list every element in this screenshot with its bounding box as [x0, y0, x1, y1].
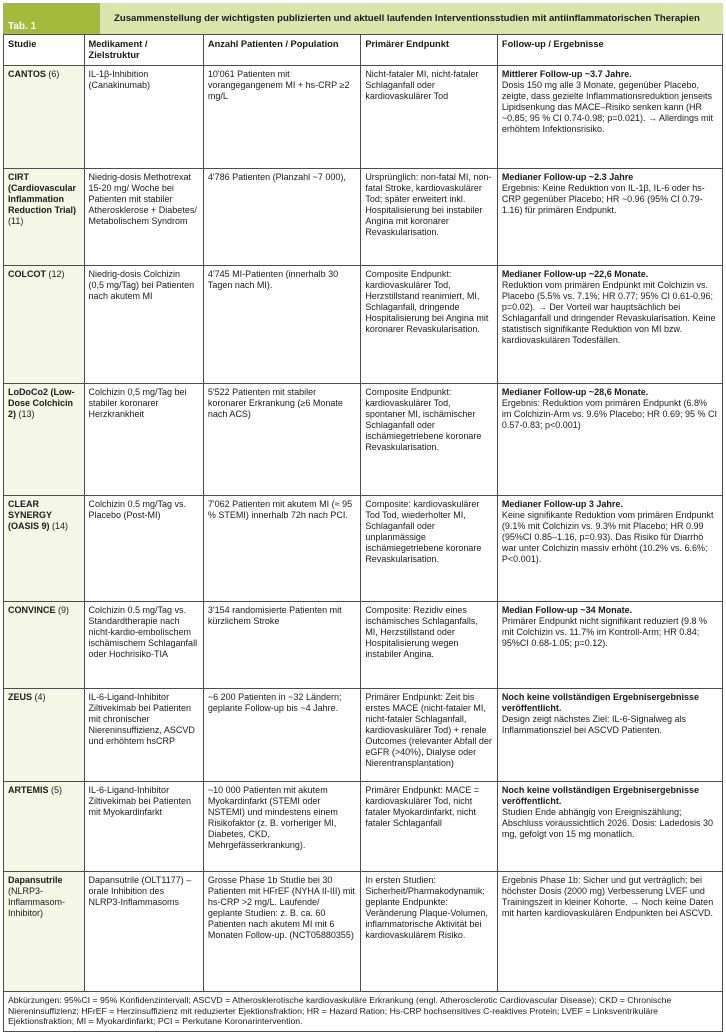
- study-name: CLEAR SYNERGY (OASIS 9): [8, 499, 52, 531]
- study-name: ARTEMIS: [8, 785, 49, 795]
- table-row-cantos: [4, 66, 723, 169]
- drug-cell: IL-6-Ligand-Inhibitor Ziltivekimab bei Patienten mit Myokardinfarkt: [84, 782, 203, 872]
- drug-cell: Niedrig-dosis Methotrexat 15-20 mg/ Woche bei Patienten mit stabiler Atherosklerose + Diabetes/ Metabolischem Syndrom: [84, 169, 203, 266]
- result-lead: Mittlerer Follow-up ~3.7 Jahre.: [501, 69, 632, 79]
- result-lead: Medianer Follow-up ~28,6 Monate.: [501, 387, 649, 397]
- population-cell: ~10 000 Patienten mit akutem Myokardinfarkt (STEMI oder NSTEMI) und mindestens einem Risikofaktor (z. B. vorheriger MI, Diabetes, CKD, Mehrgefässerkrankung).: [203, 782, 360, 872]
- study-cell: [4, 872, 85, 992]
- study-ref: (4): [34, 692, 46, 702]
- drug-cell: IL-6-Ligand-Inhibitor Ziltivekimab bei Patienten mit chronischer Niereninsuffizienz, ASCVD und erhöhtem hsCRP: [84, 689, 203, 782]
- endpoint-cell: Nicht-fataler MI, nicht-fataler Schlaganfall oder kardiovaskulärer Tod: [361, 66, 498, 169]
- study-cell: [4, 602, 85, 689]
- header-row: [4, 35, 723, 66]
- result-cell: [497, 384, 722, 496]
- studies-table: [3, 34, 723, 992]
- population-cell: 3'154 randomisierte Patienten mit kürzlichem Stroke: [203, 602, 360, 689]
- result-lead: Medianer Follow-up ~2.3 Jahre: [501, 172, 634, 182]
- endpoint-cell: Primärer Endpunkt: Zeit bis erstes MACE (nicht-fataler MI, nicht-fataler Schlaganfall, kardiovaskulärer Tod) + renale Outcomes (relevanter Abfall der eGFR (>40%), Dialyse oder Nierentransplantation): [361, 689, 498, 782]
- population-cell: 10'061 Patienten mit vorangegangenem MI + hs-CRP ≥2 mg/L: [203, 66, 360, 169]
- study-ref: (9): [58, 605, 70, 615]
- result-cell: [497, 66, 722, 169]
- result-cell: [497, 689, 722, 782]
- drug-cell: Niedrig-dosis Colchizin (0,5 mg/Tag) bei Patienten nach akutem MI: [84, 266, 203, 384]
- abbreviations-footnote: Abkürzungen: 95%CI = 95% Konfidenzintervall; ASCVD = Atherosklerotische kardiovaskuläre Erkrankung (engl. Atherosclerotic Cardiovascular Disease); CKD = Chronische Niereninsuffizienz; HFrEF = Herzinsuffizienz mit reduzierter Ejektionsfraktion; HR = Hazard Ration; Hs-CRP hochsensitives C-reaktives Protein; LVEF = Linksventrikuläre Ejektionsfraktion; MI = Myokardinfarkt; PCI = Perkutane Koronarintervention.: [3, 992, 723, 1032]
- study-ref: (NLRP3-Inflammasom-Inhibitor): [8, 886, 66, 918]
- study-name: CONVINCE: [8, 605, 56, 615]
- population-cell: ~6 200 Patienten in ~32 Ländern; geplante Follow-up bis ~4 Jahre.: [203, 689, 360, 782]
- result-cell: [497, 602, 722, 689]
- table-row-dapansutrile: [4, 872, 723, 992]
- drug-cell: IL-1β-Inhibition (Canakinumab): [84, 66, 203, 169]
- table-caption-band: [3, 3, 723, 34]
- study-name: ZEUS: [8, 692, 33, 702]
- result-cell: [497, 782, 722, 872]
- result-body: Studien Ende abhängig von Ereigniszählung; Abschluss voraussichtlich 2026. Dosis: Ladedosis 30 mg, gefolgt von 15 mg monatlich.: [501, 807, 714, 839]
- table-title: Zusammenstellung der wichtigsten publizierten und aktuell laufenden Interventionsstudien mit antiinflammatorischen Therapien: [114, 13, 700, 24]
- result-lead: Noch keine vollständigen Ergebnisergebnisse veröffentlicht.: [501, 785, 699, 806]
- endpoint-cell: Composite Endpunkt: kardiovaskulärer Tod, spontaner MI, ischämischer Schlaganfall oder ischämiegetriebene koronare Revaskularisation.: [361, 384, 498, 496]
- study-ref: (6): [48, 69, 60, 79]
- study-ref: (5): [51, 785, 63, 795]
- study-name: COLCOT: [8, 269, 46, 279]
- study-cell: [4, 689, 85, 782]
- table-row-colcot: [4, 266, 723, 384]
- result-body: Keine signifikante Reduktion vom primären Endpunkt (9.1% mit Colchizin vs. 9.3% mit Placebo; HR 0.99 (95%CI 0.85–1.16, p=0.93). Das Risiko für Diarrhö war unter Colchizin massiv erhöht (10.2% vs. 6.6%; P<0.001).: [501, 510, 714, 564]
- population-cell: 4'745 MI-Patienten (innerhalb 30 Tagen nach MI).: [203, 266, 360, 384]
- result-body: Reduktion vom primären Endpunkt mit Colchizin vs. Placebo (5.5% vs. 7.1%; HR 0.77; 95% CI 0.61-0.96; p=0.02). → Der Vorteil war hauptsächlich bei Schlaganfall und dringender Revaskularisation. Keine statistisch signifikante Reduktion von MI bzw. kardiovaskulären Todesfällen.: [501, 280, 716, 345]
- study-name: CIRT (Cardiovascular Inflammation Reduction Trial): [8, 172, 77, 215]
- result-cell: [497, 496, 722, 602]
- study-cell: [4, 66, 85, 169]
- endpoint-cell: In ersten Studien: Sicherheit/Pharmakodynamik; geplante Endpunkte: Veränderung Plaque-Volumen, inflammatorische Aktivität bei kardiovaskulärem Risiko.: [361, 872, 498, 992]
- drug-cell: Colchizin 0.5 mg/Tag vs. Placebo (Post-MI): [84, 496, 203, 602]
- result-body: Ergebnis: Reduktion vom primären Endpunkt (6.8% im Colchizin-Arm vs. 9.6% Placebo; HR 0.69; 95 % CI 0.57-0.83; p<0.001): [501, 398, 717, 430]
- result-body: Primärer Endpunkt nicht signifikant reduziert (9.8 % mit Colchizin vs. 11.7% im Kontroll-Arm; HR 0.84; 95%CI 0.68-1.05; p=0.12).: [501, 616, 708, 648]
- column-header-studie: Studie: [4, 35, 85, 66]
- study-ref: (11): [8, 216, 24, 226]
- table-row-convince: [4, 602, 723, 689]
- result-cell: [497, 266, 722, 384]
- table-row-lodoco2: [4, 384, 723, 496]
- result-body: Dosis 150 mg alle 3 Monate, gegenüber Placebo, zeigte, dass gezielte Inflammationsreduktion jenseits Lipidsenkung das MACE–Risiko senken kann (HR ~0.85; 95 % CI 0.74-0.98; p=0.021). → Allerdings mit erhöhtem Infektionsrisiko.: [501, 80, 714, 134]
- study-name: LoDoCo2 (Low-Dose Colchicin 2): [8, 387, 75, 419]
- population-cell: 5'522 Patienten mit stabiler koronarer Erkrankung (≥6 Monate nach ACS): [203, 384, 360, 496]
- study-name: Dapansutrile: [8, 875, 63, 885]
- study-ref: (13): [18, 409, 35, 419]
- study-cell: [4, 266, 85, 384]
- drug-cell: Colchizin 0,5 mg/Tag bei stabiler koronarer Herzkrankheit: [84, 384, 203, 496]
- study-ref: (12): [48, 269, 65, 279]
- result-body: Design zeigt nächstes Ziel: IL-6-Signalweg als Inflammationsziel bei ASCVD Patienten.: [501, 714, 687, 735]
- study-name: CANTOS: [8, 69, 46, 79]
- column-header-medikament: Medikament / Zielstruktur: [84, 35, 203, 66]
- population-cell: Grosse Phase 1b Studie bei 30 Patienten mit HFrEF (NYHA II-III) mit hs-CRP >2 mg/L. Laufende/ geplante Studien: z. B. ca. 60 Patienten nach akutem MI mit 6 Monaten Follow-up. (NCT05880355): [203, 872, 360, 992]
- endpoint-cell: Primärer Endpunkt: MACE = kardiovaskulärer Tod, nicht fataler Myokardinfarkt, nicht fataler Schlaganfall: [361, 782, 498, 872]
- result-body: Ergebnis: Keine Reduktion von IL-1β, IL-6 oder hs-CRP gegenüber Placebo; HR ~0.96 (95% CI 0.79-1.16) für primären Endpunkt.: [501, 183, 705, 215]
- study-ref: (14): [52, 521, 69, 531]
- table-number-badge: Tab. 1: [3, 3, 100, 34]
- table-row-zeus: [4, 689, 723, 782]
- result-lead: Median Follow-up ~34 Monate.: [501, 605, 633, 615]
- endpoint-cell: Composite: Rezidiv eines ischämisches Schlaganfalls, MI, Herzstillstand oder Hospitalisierung wegen instabiler Angina.: [361, 602, 498, 689]
- population-cell: 7'062 Patienten mit akutem MI (≈ 95 % STEMI) innerhalb 72h nach PCI.: [203, 496, 360, 602]
- endpoint-cell: Composite Endpunkt: kardiovaskulärer Tod, Herzstillstand reanimiert, MI, Schlaganfall, dringende Hospitalisierung bei Angina mit koronarer Revaskularisation.: [361, 266, 498, 384]
- result-cell: [497, 872, 722, 992]
- drug-cell: Dapansutrile (OLT1177) – orale Inhibition des NLRP3-Inflammasoms: [84, 872, 203, 992]
- table-row-artemis: [4, 782, 723, 872]
- column-header-anzahl-patienten: Anzahl Patienten / Population: [203, 35, 360, 66]
- study-cell: [4, 169, 85, 266]
- table-row-clear-synergy: [4, 496, 723, 602]
- study-cell: [4, 782, 85, 872]
- result-lead: Noch keine vollständigen Ergebnisergebnisse veröffentlicht.: [501, 692, 699, 713]
- column-header-primaerer-endpunkt: Primärer Endpunkt: [361, 35, 498, 66]
- endpoint-cell: Ursprünglich: non-fatal MI, non-fatal Stroke, kardiovaskulärer Tod; später erweitert inkl. Hospitalisierung bei instabiler Angina mit koronarer Revaskularisation.: [361, 169, 498, 266]
- column-header-follow-up: Follow-up / Ergebnisse: [497, 35, 722, 66]
- endpoint-cell: Composite: kardiovaskulärer Tod Tod, wiederholter MI, Schlaganfall oder unplanmässige ischämiegetriebene koronare Revaskularisation.: [361, 496, 498, 602]
- drug-cell: Colchizin 0.5 mg/Tag vs. Standardtherapie nach nicht-kardio-embolischem ischämischem Schlaganfall oder Hochrisiko-TIA: [84, 602, 203, 689]
- result-cell: [497, 169, 722, 266]
- result-body: Ergebnis Phase 1b: Sicher und gut verträglich; bei höchster Dosis (2000 mg) Verbesserung LVEF und Trainingszeit in kleiner Kohorte. → Noch keine Daten mit harten kardiovaskulären Endpunkten bei ASCVD.: [501, 875, 714, 918]
- result-lead: Medianer Follow-up 3 Jahre.: [501, 499, 623, 509]
- study-cell: [4, 496, 85, 602]
- table-row-cirt: [4, 169, 723, 266]
- result-lead: Medianer Follow-up ~22,6 Monate.: [501, 269, 649, 279]
- study-cell: [4, 384, 85, 496]
- population-cell: 4'786 Patienten (Planzahl ~7 000),: [203, 169, 360, 266]
